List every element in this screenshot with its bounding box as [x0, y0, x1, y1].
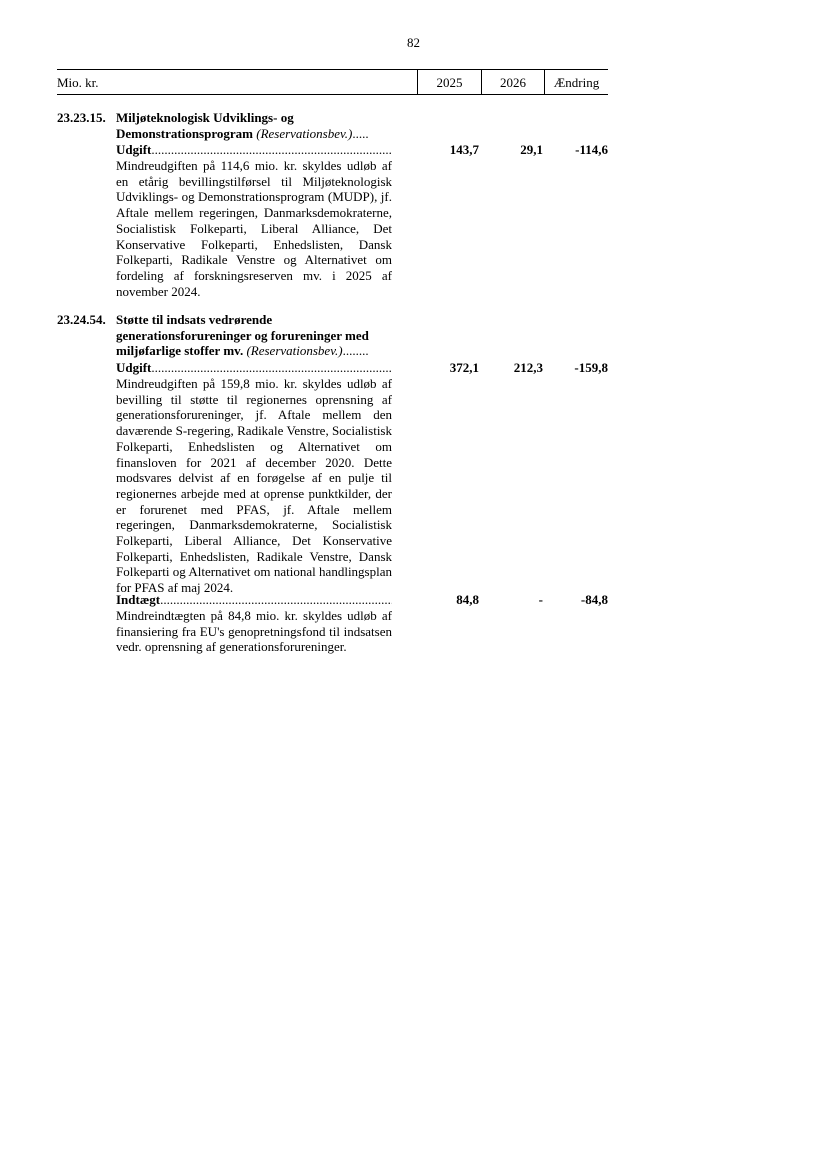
unit-label: Mio. kr.: [57, 75, 99, 90]
value-2026: 212,3: [513, 360, 543, 375]
entry-number: 23.24.54.: [57, 312, 106, 327]
value-change: -159,8: [574, 360, 608, 375]
explanation-text: Mindreudgiften på 159,8 mio. kr. skyldes udløb af bevilling til støtte til regionernes oprensning af generationsforureninger, jf. Aftale mellem den daværende S-regering, Radikale Venstre, Socialistisk Folkeparti, Enhedslisten og Alternativet om finansloven for 2021 af december 2020. Dette modsvares delvist af en forøgelse af en pulje til regionernes arbejde med at oprense punktkilder, der er forurenet med PFAS, jf. Aftale mellem regeringen, Danmarksdemokraterne, Socialistisk Folkeparti, Liberal Alliance, Det Konservative Folkeparti, Enhedslisten, Radikale Venstre, Dansk Folkeparti og Alternativet om national handlingsplan for PFAS af maj 2024.: [116, 376, 392, 596]
entry-title: Miljøteknologisk Udviklings- og Demonstrationsprogram (Reservationsbev.).....: [116, 110, 369, 141]
entry-number: 23.23.15.: [57, 110, 106, 125]
line-label: Udgift .....: [116, 360, 392, 376]
line-label: Udgift .....: [116, 142, 392, 158]
explanation-text: Mindreudgiften på 114,6 mio. kr. skyldes udløb af en etårig bevillingstilførsel til Miljøteknologisk Udviklings- og Demonstrationsprogram (MUDP), jf. Aftale mellem regeringen, Danmarksdemokraterne, Socialistisk Folkeparti, Liberal Alliance, Det Konservative Folkeparti, Enhedslisten, Dansk Folkeparti, Radikale Venstre og Alternativet om fordeling af forskningsreserven mv. i 2025 af november 2024.: [116, 158, 392, 299]
value-2025: 143,7: [449, 142, 479, 157]
value-change: -114,6: [575, 142, 608, 157]
column-2025: 2025: [436, 75, 463, 90]
page-number: 82: [407, 35, 420, 50]
explanation-text: Mindreindtægten på 84,8 mio. kr. skyldes udløb af finansiering fra EU's genopretningsfond til indsatsen vedr. oprensning af generationsforureninger.: [116, 608, 392, 655]
value-2026: 29,1: [520, 142, 543, 157]
value-2025: 84,8: [456, 592, 479, 607]
value-2025: 372,1: [449, 360, 479, 375]
column-change: Ændring: [553, 75, 600, 90]
entry-title: Støtte til indsats vedrørende generationsforureninger og forureninger med miljøfarlige stoffer mv. (Reservationsbev.)........: [116, 312, 369, 359]
column-2026: 2026: [500, 75, 526, 90]
column-header: [57, 69, 608, 95]
value-2026: -: [538, 592, 543, 607]
value-change: -84,8: [580, 592, 608, 607]
line-label: Indtægt .....: [116, 592, 392, 608]
